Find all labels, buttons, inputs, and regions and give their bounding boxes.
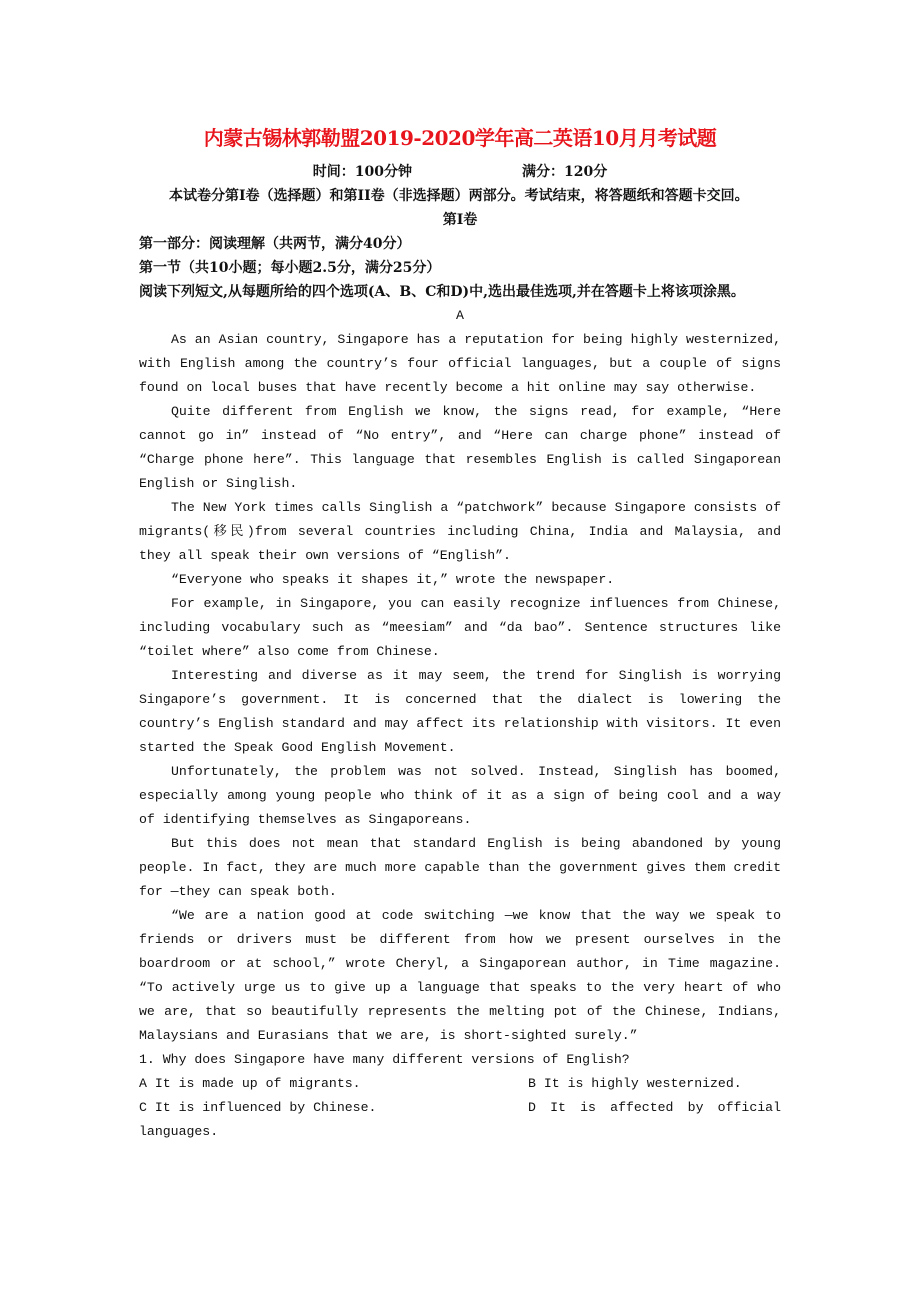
paragraph: “Everyone who speaks it shapes it,” wrote the newspaper. — [171, 572, 615, 587]
exam-time: 时间：100分钟 — [312, 164, 412, 180]
question-1 — [139, 1048, 781, 1144]
question-stem: 1. Why does Singapore have many different versions of English? — [139, 1052, 630, 1067]
paragraph: Quite different from English we know, the signs read, for example, “Here cannot go in” instead of “No entry”, and “Here can charge phone” instead of “Charge phone here”. This language that resembles English is called Singaporean English or Singlish. — [139, 404, 781, 491]
exam-meta — [139, 160, 781, 184]
volume-heading: 第Ⅰ卷 — [442, 212, 478, 228]
option-c: C It is influenced by Chinese. — [139, 1100, 377, 1115]
paragraph: “We are a nation good at code switching —we know that the way we speak to friends or drivers must be different from how we present ourselves in the boardroom or at school,” wrote Cheryl, a Singaporean author, in Time magazine. “To actively urge us to give up a language that speaks to the very heart of who we are, that so beautifully represents the melting pot of the Chinese, Indians, Malaysians and Eurasians that we are, is short-sighted surely.” — [139, 908, 781, 1043]
paragraph: As an Asian country, Singapore has a reputation for being highly westernized, with English among the country’s four official languages, but a couple of signs found on local buses that have recently become a hit online may say otherwise. — [139, 332, 781, 395]
section-heading: 第一节（共10小题；每小题2.5分，满分25分） — [139, 260, 441, 276]
document-body — [139, 160, 781, 1144]
paragraph: But this does not mean that standard English is being abandoned by young people. In fact, they are much more capable than the government gives them credit for —they can speak both. — [139, 836, 781, 899]
part-heading: 第一部分：阅读理解（共两节，满分40分） — [139, 236, 411, 252]
exam-score: 满分：120分 — [522, 164, 608, 180]
passage-label: A — [456, 308, 464, 323]
exam-intro: 本试卷分第Ⅰ卷（选择题）和第II卷（非选择题）两部分。考试结束，将答题纸和答题卡交回。 — [169, 188, 749, 204]
paragraph: For example, in Singapore, you can easily recognize influences from Chinese, including vocabulary such as “meesiam” and “da bao”. Sentence structures like “toilet where” also come from Chinese. — [139, 596, 781, 659]
option-b: B It is highly westernized. — [528, 1076, 742, 1091]
document-title: 内蒙古锡林郭勒盟2019-2020学年高二英语10月月考试题 — [203, 126, 717, 150]
paragraph: The New York times calls Singlish a “patchwork” because Singapore consists of migrants(移民)from several countries including China, India and Malaysia, and they all speak their own versions of “English”. — [139, 500, 781, 563]
paragraph: Interesting and diverse as it may seem, the trend for Singlish is worrying Singapore’s government. It is concerned that the dialect is lowering the country’s English standard and may affect its relationship with visitors. It even started the Speak Good English Movement. — [139, 668, 781, 755]
option-d: D It is affected by official languages. — [139, 1100, 781, 1139]
instruction: 阅读下列短文,从每题所给的四个选项(A、B、C和D)中,选出最佳选项,并在答题卡上将该项涂黑。 — [139, 284, 745, 300]
option-a: A It is made up of migrants. — [139, 1076, 361, 1091]
paragraph: Unfortunately, the problem was not solved. Instead, Singlish has boomed, especially among young people who think of it as a sign of being cool and a way of identifying themselves as Singaporeans. — [139, 764, 781, 827]
passage — [139, 328, 781, 1048]
